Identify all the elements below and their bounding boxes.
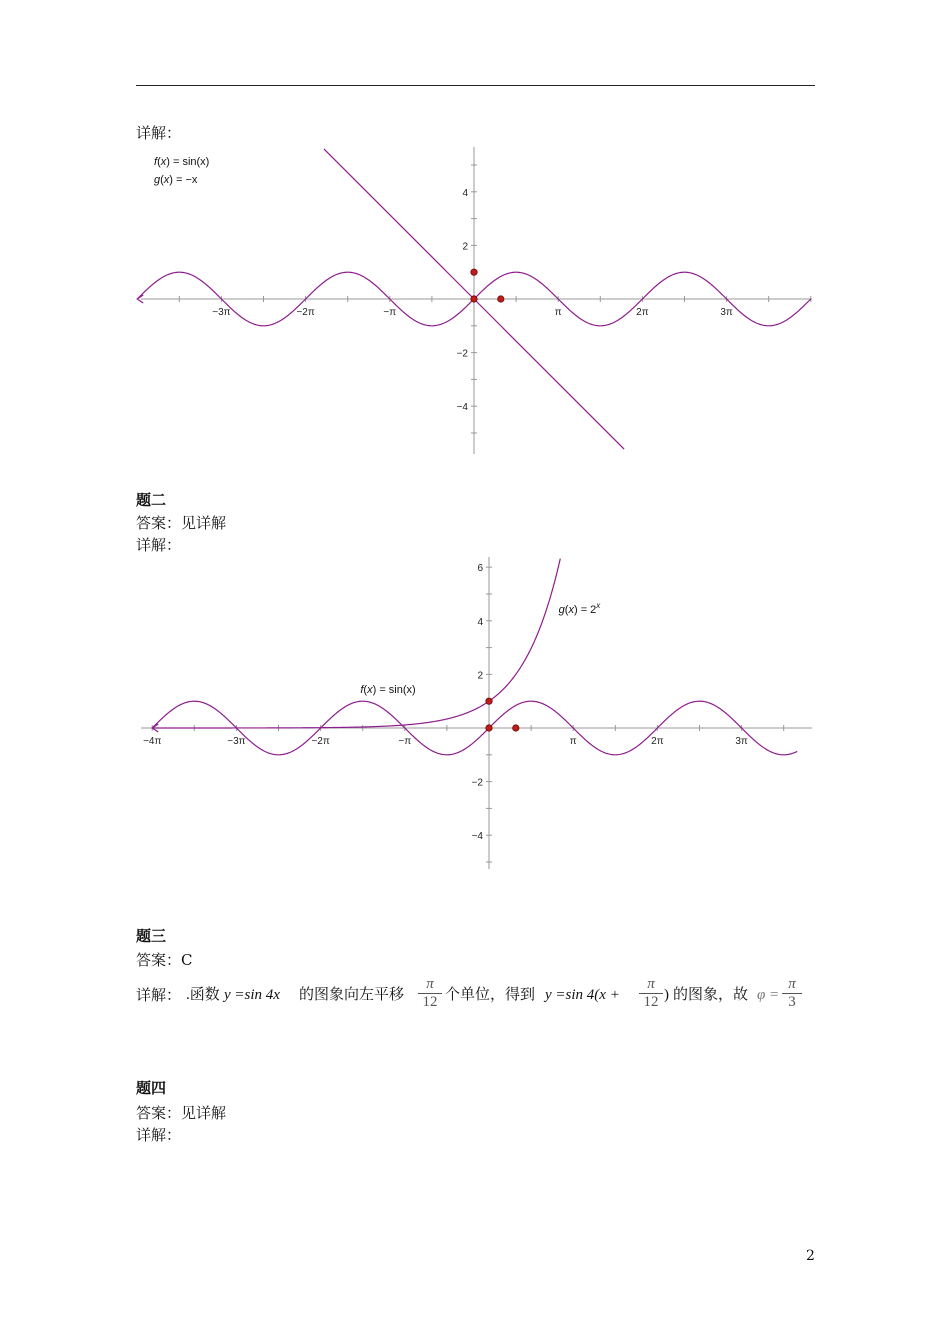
- x-tick-label: −3π: [212, 307, 231, 318]
- y-tick-label: −4: [471, 831, 483, 843]
- q3-fraction-2: [639, 976, 663, 1011]
- q3-text-3: 个单位，得到: [445, 987, 536, 1003]
- x-tick-label: −π: [383, 307, 397, 318]
- q3-math-1: y =sin 4x: [224, 987, 280, 1003]
- q3-answer: 答案：C: [136, 951, 193, 969]
- x-tick-label: −π: [398, 736, 412, 747]
- q3-explain-label: 详解：: [136, 986, 182, 1004]
- y-tick-label: 2: [477, 670, 483, 682]
- header-rule: [136, 85, 815, 86]
- q3-math-4: φ =: [757, 987, 780, 1003]
- legend-entry: f(x) = sin(x): [154, 156, 210, 168]
- q1-explain-label: 详解：: [136, 124, 182, 142]
- q3-frac3-den: 3: [788, 994, 796, 1010]
- q4-heading: 题四: [136, 1079, 167, 1097]
- q3-heading: 题三: [136, 927, 167, 945]
- legend-entry: g(x) = −x: [154, 174, 198, 186]
- q4-answer: 答案：见详解: [136, 1104, 227, 1122]
- q3-frac1-num: π: [426, 976, 434, 992]
- x-tick-label: −3π: [227, 736, 246, 747]
- q3-math-2: y =sin 4(x +: [545, 987, 620, 1003]
- q3-frac2-den: 12: [643, 994, 659, 1010]
- q3-frac3-num: π: [788, 976, 796, 992]
- y-tick-label: −2: [456, 348, 468, 360]
- q3-text-2: 的图象向左平移: [299, 987, 405, 1003]
- y-tick-label: 4: [462, 187, 468, 199]
- data-point: [513, 725, 519, 731]
- y-tick-label: 2: [462, 241, 468, 253]
- q2-answer: 答案：见详解: [136, 514, 227, 532]
- page-number: 2: [806, 1248, 815, 1264]
- x-tick-label: −2π: [296, 307, 315, 318]
- chart-sin-neg-x: [136, 143, 816, 458]
- x-tick-label: −2π: [311, 736, 330, 747]
- q3-text-1: .函数: [186, 987, 220, 1003]
- data-point: [486, 725, 492, 731]
- data-point: [471, 269, 477, 275]
- x-tick-label: −4π: [143, 736, 162, 747]
- q4-explain-label: 详解：: [136, 1126, 182, 1144]
- x-tick-label: π: [569, 736, 577, 747]
- x-tick-label: π: [554, 307, 562, 318]
- data-point: [498, 296, 504, 302]
- x-tick-label: 2π: [651, 736, 664, 747]
- x-tick-label: 3π: [720, 307, 733, 318]
- q2-explain-label: 详解：: [136, 536, 182, 554]
- data-point: [471, 296, 477, 302]
- q3-fraction-3: [782, 976, 802, 1011]
- q3-math-3: ): [664, 987, 669, 1003]
- y-tick-label: −2: [471, 777, 483, 789]
- x-tick-label: 2π: [636, 307, 649, 318]
- x-tick-label: 3π: [735, 736, 748, 747]
- y-tick-label: 6: [477, 563, 483, 575]
- q3-frac2-num: π: [647, 976, 655, 992]
- curve-label: f(x) = sin(x): [360, 684, 416, 697]
- data-point: [486, 698, 492, 704]
- series-line-1: [152, 559, 560, 728]
- chart-sin-2x: [136, 553, 816, 873]
- q3-frac1-den: 12: [422, 994, 438, 1010]
- curve-label: $g(x) = 2^x$: [558, 600, 601, 616]
- q3-text-4: 的图象，故: [673, 987, 749, 1003]
- y-tick-label: −4: [456, 402, 468, 414]
- q3-fraction-1: [418, 976, 442, 1011]
- q2-heading: 题二: [136, 491, 167, 509]
- y-tick-label: 4: [477, 616, 483, 628]
